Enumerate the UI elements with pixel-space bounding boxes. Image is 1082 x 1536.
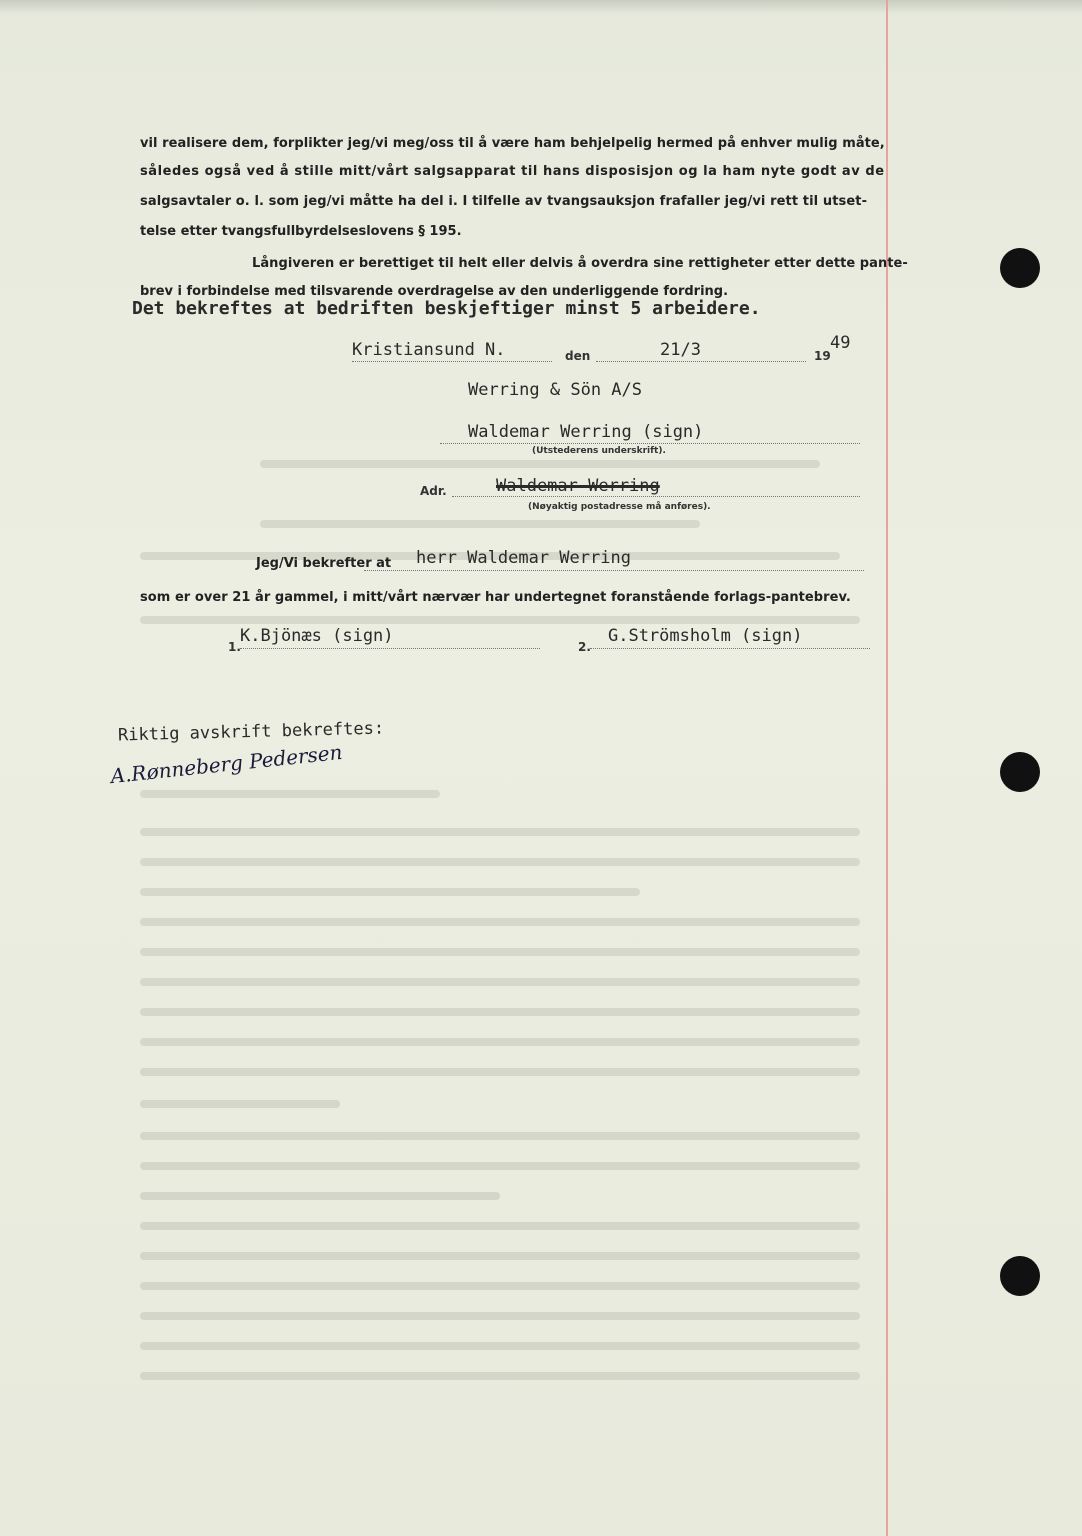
body-line: brev i forbindelse med tilsvarende overdragelse av den underliggende fordring. [140,284,729,299]
body-line: telse etter tvangsfullbyrdelseslovens § 195. [140,224,462,239]
bleed-through-text [140,1312,860,1320]
bleed-through-text [140,1222,860,1230]
bleed-through-text [260,520,700,528]
bleed-through-text [140,918,860,926]
bleed-through-text [140,1038,860,1046]
bleed-through-text [140,1162,860,1170]
witness-2: G.Strömsholm (sign) [608,626,803,646]
confirm-line [364,570,864,571]
employee-confirmation: Det bekreftes at bedriften beskjeftiger minst 5 arbeidere. [132,298,761,319]
witness-1: K.Bjönæs (sign) [240,626,394,646]
witness-1-number: 1. [228,640,241,654]
bleed-through-text [140,888,640,896]
witness-1-line [240,648,540,649]
year-prefix: 19 [814,349,831,363]
bleed-through-text [140,1068,860,1076]
bleed-through-text [140,858,860,866]
body-line: således også ved å stille mitt/vårt salgsapparat til hans disposisjon og la ham nyte godt av de [140,164,885,179]
address-line [452,496,860,497]
body-line: Långiveren er berettiget til helt eller delvis å overdra sine rettigheter etter dette pante- [252,256,908,271]
place-line [352,361,552,362]
issuer-caption: (Utstederens underskrift). [532,446,666,456]
confirm-name: herr Waldemar Werring [416,548,631,568]
address-label: Adr. [420,484,447,498]
margin-rule [886,0,888,1536]
handwritten-signature: A.Rønneberg Pedersen [109,739,344,789]
body-line: vil realisere dem, forplikter jeg/vi meg/oss til å være ham behjelpelig hermed på enhver mulig måte, [140,136,885,151]
witness-text: som er over 21 år gammel, i mitt/vårt nærvær har undertegnet foranstående forlags-pantebrev. [140,590,851,605]
address-struck: Waldemar Werring [496,476,660,496]
body-line: salgsavtaler o. l. som jeg/vi måtte ha del i. I tilfelle av tvangsauksjon frafaller jeg/vi rett til utset- [140,194,868,209]
bleed-through-text [140,1252,860,1260]
bleed-through-text [140,1372,860,1380]
date-label: den [565,349,591,363]
witness-2-line [590,648,870,649]
signature-line [440,443,860,444]
punch-hole [1000,1256,1040,1296]
address-caption: (Nøyaktig postadresse må anføres). [528,502,711,512]
company-name: Werring & Sön A/S [468,380,642,400]
bleed-through-text [140,948,860,956]
witness-2-number: 2. [578,640,591,654]
page-top-edge [0,0,1082,14]
bleed-through-text [140,978,860,986]
bleed-through-text [140,790,440,798]
bleed-through-text [140,1192,500,1200]
punch-hole [1000,248,1040,288]
issuer-signature: Waldemar Werring (sign) [468,422,704,442]
bleed-through-text [140,828,860,836]
place: Kristiansund N. [352,340,506,360]
bleed-through-text [260,460,820,468]
date-line [596,361,806,362]
punch-hole [1000,752,1040,792]
bleed-through-text [140,616,860,624]
bleed-through-text [140,1008,860,1016]
confirm-label: Jeg/Vi bekrefter at [256,556,392,571]
year-suffix: 49 [830,333,851,353]
date: 21/3 [660,340,701,360]
bleed-through-text [140,1132,860,1140]
bleed-through-text [140,1100,340,1108]
bleed-through-text [140,1342,860,1350]
bleed-through-text [140,1282,860,1290]
certification-text: Riktig avskrift bekreftes: [117,718,385,746]
